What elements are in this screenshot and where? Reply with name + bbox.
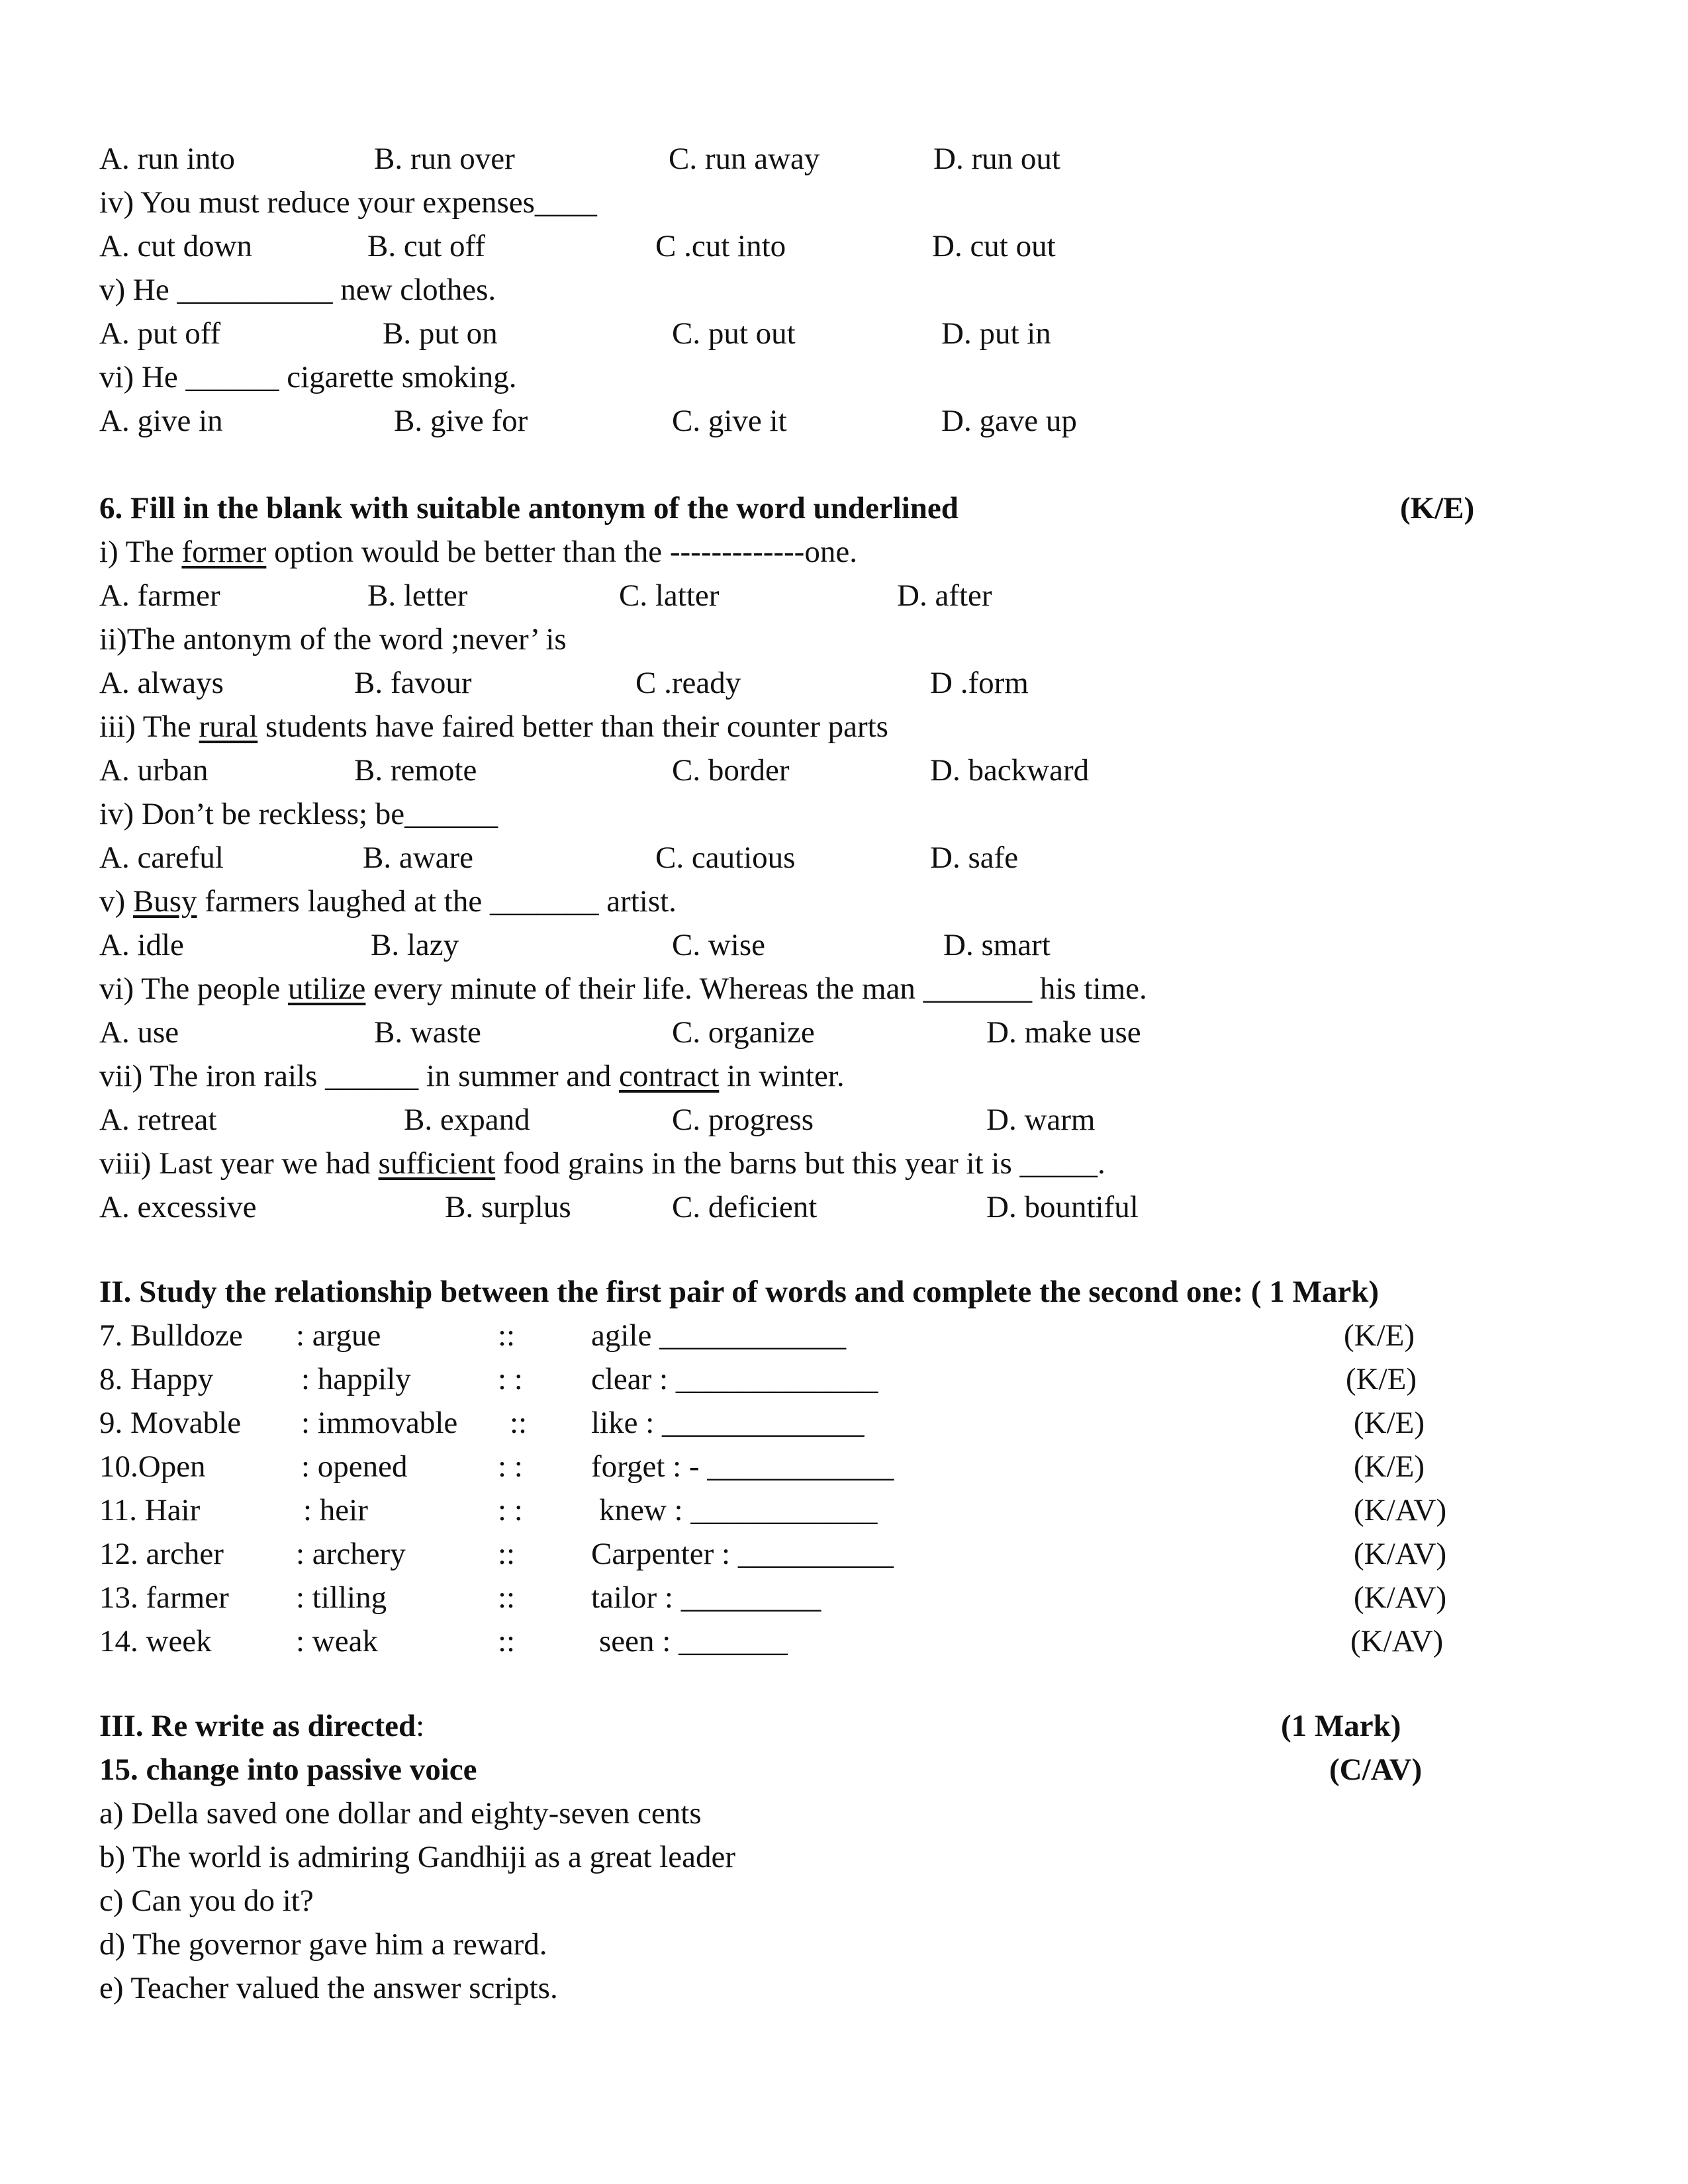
- option-c: C .ready: [635, 666, 741, 700]
- options-row: [0, 315, 1688, 352]
- separator: ::: [510, 1406, 528, 1440]
- option-c: C .cut into: [655, 229, 786, 263]
- passive-voice-item: a) Della saved one dollar and eighty-seven cents: [99, 1796, 702, 1831]
- separator: ::: [498, 1624, 516, 1659]
- option-c: C. cautious: [655, 841, 796, 875]
- passive-voice-item: c) Can you do it?: [99, 1884, 314, 1918]
- question-text-start: v): [99, 884, 133, 919]
- level-tag: (K/E): [1354, 1406, 1425, 1440]
- option-b: B. lazy: [371, 928, 459, 962]
- question-text: [99, 1058, 845, 1095]
- question-text-end: option would be better than the -------------one.: [266, 535, 857, 569]
- question-text-start: i) The: [99, 535, 182, 569]
- word-b: : argue: [296, 1318, 381, 1353]
- word-b: : heir: [303, 1493, 368, 1527]
- option-c: C. progress: [672, 1103, 814, 1137]
- section-3-colon: :: [416, 1709, 425, 1743]
- section-6-heading: 6. Fill in the blank with suitable antonym of the word underlined: [99, 491, 959, 525]
- answer-blank: _____________: [662, 1406, 865, 1440]
- option-d: D. warm: [986, 1103, 1096, 1137]
- options-row: [0, 140, 1688, 177]
- level-tag: (K/E): [1346, 1362, 1417, 1396]
- underlined-word: former: [181, 535, 267, 569]
- option-c: C. put out: [672, 316, 796, 351]
- analogy-row: [0, 1317, 1688, 1354]
- level-tag: (K/AV): [1354, 1580, 1447, 1615]
- question-text: [99, 796, 498, 833]
- option-a: A. put off: [99, 316, 221, 351]
- answer-blank: ____________: [659, 1318, 847, 1353]
- question-15-tag: (C/AV): [1329, 1752, 1423, 1787]
- word-a: 7. Bulldoze: [99, 1318, 243, 1353]
- option-d: D. run out: [933, 142, 1060, 176]
- question-text: v) He __________ new clothes.: [99, 273, 496, 307]
- option-d: D. put in: [941, 316, 1051, 351]
- word-a: 12. archer: [99, 1537, 224, 1571]
- option-a: A. farmer: [99, 578, 220, 613]
- question-text-end: in winter.: [719, 1059, 845, 1093]
- word-a: 9. Movable: [99, 1406, 242, 1440]
- option-b: B. cut off: [367, 229, 485, 263]
- word-c-text: like :: [591, 1406, 655, 1440]
- separator: : :: [498, 1449, 523, 1484]
- passive-voice-item: d) The governor gave him a reward.: [99, 1927, 547, 1962]
- word-c: [591, 1535, 894, 1572]
- separator: : :: [498, 1362, 523, 1396]
- question-text: [99, 533, 857, 570]
- option-d: D .form: [930, 666, 1029, 700]
- section-3-title: III. Re write as directed: [99, 1709, 416, 1743]
- option-d: D. make use: [986, 1015, 1141, 1050]
- answer-blank: _________: [680, 1580, 821, 1615]
- passive-voice-item: b) The world is admiring Gandhiji as a great leader: [99, 1840, 736, 1874]
- option-a: A. retreat: [99, 1103, 217, 1137]
- option-d: D. smart: [943, 928, 1051, 962]
- option-b: B. run over: [374, 142, 515, 176]
- separator: ::: [498, 1580, 516, 1615]
- level-tag: (K/AV): [1354, 1537, 1447, 1571]
- option-a: A. idle: [99, 928, 184, 962]
- options-row: [0, 577, 1688, 614]
- analogy-row: [0, 1579, 1688, 1616]
- word-c-text: Carpenter :: [591, 1537, 731, 1571]
- question-text-start: viii) Last year we had: [99, 1146, 379, 1181]
- question-text: [99, 1145, 1105, 1182]
- word-a: 8. Happy: [99, 1362, 214, 1396]
- option-b: B. letter: [367, 578, 468, 613]
- analogy-row: [0, 1448, 1688, 1485]
- word-a: 13. farmer: [99, 1580, 229, 1615]
- level-tag: (K/AV): [1350, 1624, 1444, 1659]
- option-b: B. favour: [354, 666, 472, 700]
- word-b: : immovable: [301, 1406, 458, 1440]
- word-c: [599, 1623, 788, 1660]
- option-d: D. gave up: [941, 404, 1077, 438]
- option-d: D. bountiful: [986, 1190, 1139, 1224]
- level-tag: (K/E): [1354, 1449, 1425, 1484]
- option-d: D. cut out: [932, 229, 1056, 263]
- option-c: C. organize: [672, 1015, 815, 1050]
- section-3-heading: [99, 1707, 424, 1745]
- underlined-word: contract: [618, 1059, 720, 1093]
- options-row: [0, 402, 1688, 439]
- word-c: [591, 1579, 821, 1616]
- word-b: : archery: [296, 1537, 406, 1571]
- option-a: A. always: [99, 666, 224, 700]
- word-c: [591, 1448, 894, 1485]
- word-b: : tilling: [296, 1580, 387, 1615]
- option-c: C. latter: [619, 578, 720, 613]
- options-row: [0, 228, 1688, 265]
- word-c-text: agile: [591, 1318, 652, 1353]
- question-text: [99, 970, 1147, 1007]
- question-text: vi) He ______ cigarette smoking.: [99, 360, 517, 394]
- question-text: [99, 621, 567, 658]
- word-c: [591, 1361, 878, 1398]
- question-text: iv) You must reduce your expenses____: [99, 185, 597, 220]
- option-c: C. give it: [672, 404, 787, 438]
- options-row: [0, 839, 1688, 876]
- option-d: D. safe: [930, 841, 1019, 875]
- options-row: [0, 1189, 1688, 1226]
- option-b: B. waste: [374, 1015, 481, 1050]
- question-text: [99, 883, 677, 920]
- question-text-start: ii)The antonym of the word ;never’ is: [99, 622, 567, 657]
- word-c-text: knew :: [599, 1493, 683, 1527]
- option-c: C. run away: [669, 142, 820, 176]
- section-2-heading: II. Study the relationship between the first pair of words and complete the second one: ( 1 Mark): [99, 1275, 1380, 1309]
- analogy-row: [0, 1623, 1688, 1660]
- question-text: [99, 708, 888, 745]
- options-row: [0, 927, 1688, 964]
- option-a: A. run into: [99, 142, 235, 176]
- question-text-start: iv) Don’t be reckless; be______: [99, 797, 498, 831]
- word-c: [591, 1317, 846, 1354]
- separator: : :: [498, 1493, 523, 1527]
- word-c: [591, 1404, 865, 1441]
- option-d: D. backward: [930, 753, 1090, 788]
- underlined-word: utilize: [287, 972, 366, 1006]
- option-c: C. border: [672, 753, 790, 788]
- option-a: A. careful: [99, 841, 224, 875]
- word-c: [599, 1492, 877, 1529]
- analogy-row: [0, 1492, 1688, 1529]
- analogy-row: [0, 1361, 1688, 1398]
- question-15-heading: 15. change into passive voice: [99, 1752, 477, 1787]
- question-text-start: iii) The: [99, 709, 199, 744]
- option-b: B. surplus: [445, 1190, 571, 1224]
- word-b: : opened: [301, 1449, 408, 1484]
- answer-blank: _____________: [675, 1362, 878, 1396]
- word-a: 11. Hair: [99, 1493, 201, 1527]
- question-text-start: vi) The people: [99, 972, 288, 1006]
- answer-blank: _______: [679, 1624, 788, 1659]
- section-6-tag: (K/E): [1400, 491, 1475, 525]
- word-c-text: seen :: [599, 1624, 671, 1659]
- analogy-row: [0, 1404, 1688, 1441]
- word-a: 10.Open: [99, 1449, 206, 1484]
- word-a: 14. week: [99, 1624, 212, 1659]
- word-c-text: tailor :: [591, 1580, 673, 1615]
- answer-blank: ____________: [690, 1493, 878, 1527]
- word-b: : weak: [296, 1624, 378, 1659]
- section-3-mark: (1 Mark): [1281, 1709, 1401, 1743]
- option-b: B. expand: [404, 1103, 530, 1137]
- answer-blank: __________: [737, 1537, 894, 1571]
- separator: ::: [498, 1318, 516, 1353]
- option-b: B. give for: [394, 404, 528, 438]
- answer-blank: ____________: [707, 1449, 894, 1484]
- word-c-text: forget : -: [591, 1449, 700, 1484]
- underlined-word: sufficient: [378, 1146, 496, 1181]
- analogy-row: [0, 1535, 1688, 1572]
- separator: ::: [498, 1537, 516, 1571]
- option-a: A. excessive: [99, 1190, 257, 1224]
- option-c: C. deficient: [672, 1190, 818, 1224]
- option-b: B. aware: [363, 841, 474, 875]
- option-a: A. use: [99, 1015, 179, 1050]
- question-text-end: students have faired better than their counter parts: [258, 709, 888, 744]
- question-text-end: farmers laughed at the _______ artist.: [197, 884, 677, 919]
- passive-voice-item: e) Teacher valued the answer scripts.: [99, 1971, 558, 2005]
- option-a: A. give in: [99, 404, 223, 438]
- word-b: : happily: [301, 1362, 411, 1396]
- word-c-text: clear :: [591, 1362, 669, 1396]
- option-a: A. urban: [99, 753, 209, 788]
- question-text-end: food grains in the barns but this year it is _____.: [495, 1146, 1105, 1181]
- option-c: C. wise: [672, 928, 765, 962]
- option-d: D. after: [897, 578, 992, 613]
- question-text-start: vii) The iron rails ______ in summer and: [99, 1059, 619, 1093]
- option-a: A. cut down: [99, 229, 253, 263]
- option-b: B. remote: [354, 753, 477, 788]
- level-tag: (K/E): [1344, 1318, 1415, 1353]
- underlined-word: Busy: [132, 884, 197, 919]
- options-row: [0, 664, 1688, 702]
- level-tag: (K/AV): [1354, 1493, 1447, 1527]
- options-row: [0, 752, 1688, 789]
- options-row: [0, 1014, 1688, 1051]
- option-b: B. put on: [383, 316, 498, 351]
- underlined-word: rural: [199, 709, 258, 744]
- options-row: [0, 1101, 1688, 1138]
- question-text-end: every minute of their life. Whereas the man _______ his time.: [365, 972, 1147, 1006]
